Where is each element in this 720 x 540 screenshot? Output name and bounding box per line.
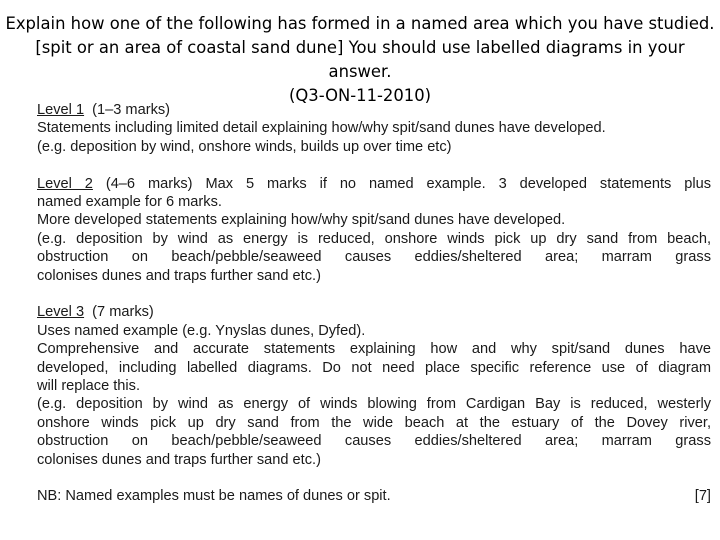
level-3-block — [37, 303, 711, 469]
level-2-line: named example for 6 marks. — [37, 194, 222, 211]
level-2-line: colonises dunes and traps further sand etc.) — [37, 267, 321, 284]
total-marks: [7] — [694, 488, 711, 505]
level-3-line: will replace this. — [37, 378, 141, 395]
level-1-line: Statements including limited detail explaining how/why spit/sand dunes have developed. — [37, 120, 606, 137]
level-2-label: Level 2 — [37, 175, 93, 192]
level-1-block — [37, 101, 711, 156]
level-3-marks: (7 marks) — [84, 304, 154, 321]
level-3-line: developed, including labelled diagrams. Do not need place specific reference use of diagram — [37, 359, 711, 376]
level-1-heading — [37, 101, 711, 119]
level-2-marks: (4–6 marks) Max 5 marks if no named example. 3 developed statements plus — [92, 175, 711, 192]
level-3-line: obstruction on beach/pebble/seaweed causes eddies/sheltered area; marram grass — [37, 433, 711, 450]
level-3-line: colonises dunes and traps further sand etc.) — [37, 451, 321, 468]
note-row — [37, 487, 711, 505]
level-2-line: obstruction on beach/pebble/seaweed causes eddies/sheltered area; marram grass — [37, 249, 711, 266]
named-example-note: NB: Named examples must be names of dunes or spit. — [37, 488, 391, 505]
level-3-line: (e.g. deposition by wind as energy of winds blowing from Cardigan Bay is reduced, westerly — [37, 396, 711, 413]
question-text — [4, 12, 716, 108]
level-2-block — [37, 175, 711, 285]
level-3-line: Comprehensive and accurate statements explaining how and why spit/sand dunes have — [37, 341, 711, 358]
level-1-marks: (1–3 marks) — [84, 102, 171, 118]
level-2-line: More developed statements explaining how/why spit/sand dunes have developed. — [37, 212, 566, 229]
level-2-line: (e.g. deposition by wind as energy is reduced, onshore winds pick up dry sand from beach, — [37, 230, 711, 247]
level-1-label: Level 1 — [37, 102, 85, 118]
level-3-heading — [37, 303, 711, 321]
level-1-line: (e.g. deposition by wind, onshore winds, builds up over time etc) — [37, 138, 452, 155]
level-2-heading — [37, 175, 711, 193]
mark-scheme — [37, 101, 711, 506]
level-3-line: Uses named example (e.g. Ynyslas dunes, Dyfed). — [37, 322, 366, 339]
question-reference: (Q3-ON-11-2010) — [288, 86, 432, 105]
question-line-1: Explain how one of the following has formed in a named area which you have studied. — [5, 14, 715, 33]
question-line-2: [spit or an area of coastal sand dune] You should use labelled diagrams in your answer. — [35, 38, 685, 81]
level-3-line: onshore winds pick up dry sand from the wide beach at the estuary of the Dovey river, — [37, 414, 711, 431]
level-3-label: Level 3 — [37, 304, 85, 321]
